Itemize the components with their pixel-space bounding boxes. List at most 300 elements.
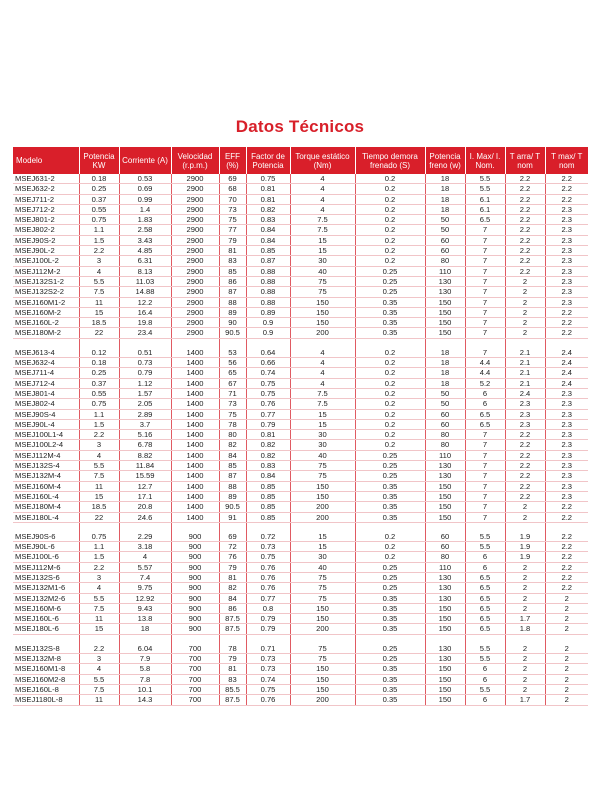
value-cell: 75 bbox=[219, 215, 246, 225]
value-cell: 69 bbox=[219, 532, 246, 542]
value-cell: 40 bbox=[290, 266, 355, 276]
value-cell: 7 bbox=[465, 512, 505, 522]
separator-cell bbox=[425, 522, 465, 532]
value-cell: 2900 bbox=[171, 256, 219, 266]
value-cell: 2.3 bbox=[545, 471, 588, 481]
model-cell: MSEJ160M1-2 bbox=[13, 297, 79, 307]
value-cell: 2.2 bbox=[505, 256, 545, 266]
value-cell: 2 bbox=[505, 562, 545, 572]
value-cell: 1.9 bbox=[505, 542, 545, 552]
value-cell: 0.35 bbox=[355, 684, 425, 694]
model-cell: MSEJ100L-6 bbox=[13, 552, 79, 562]
value-cell: 0.9 bbox=[246, 318, 290, 328]
value-cell: 4.85 bbox=[119, 246, 171, 256]
value-cell: 150 bbox=[425, 695, 465, 705]
value-cell: 700 bbox=[171, 674, 219, 684]
value-cell: 0.74 bbox=[246, 674, 290, 684]
separator-cell bbox=[246, 522, 290, 532]
value-cell: 0.85 bbox=[246, 491, 290, 501]
table-row bbox=[13, 624, 588, 634]
value-cell: 0.25 bbox=[355, 450, 425, 460]
value-cell: 85 bbox=[219, 266, 246, 276]
model-cell: MSEJ712-2 bbox=[13, 204, 79, 214]
column-header: Corriente (A) bbox=[119, 147, 171, 174]
value-cell: 0.72 bbox=[246, 532, 290, 542]
model-cell: MSEJ631-2 bbox=[13, 174, 79, 184]
value-cell: 0.66 bbox=[246, 358, 290, 368]
separator-cell bbox=[79, 522, 119, 532]
value-cell: 150 bbox=[425, 481, 465, 491]
value-cell: 2.3 bbox=[545, 256, 588, 266]
value-cell: 3 bbox=[79, 256, 119, 266]
value-cell: 0.35 bbox=[355, 624, 425, 634]
table-row bbox=[13, 502, 588, 512]
value-cell: 1400 bbox=[171, 481, 219, 491]
value-cell: 78 bbox=[219, 644, 246, 654]
value-cell: 18 bbox=[425, 194, 465, 204]
value-cell: 67 bbox=[219, 378, 246, 388]
value-cell: 1400 bbox=[171, 348, 219, 358]
value-cell: 83 bbox=[219, 256, 246, 266]
value-cell: 2.3 bbox=[545, 276, 588, 286]
value-cell: 14.3 bbox=[119, 695, 171, 705]
value-cell: 88 bbox=[219, 297, 246, 307]
value-cell: 5.5 bbox=[79, 461, 119, 471]
model-cell: MSEJ132S-8 bbox=[13, 644, 79, 654]
value-cell: 2.2 bbox=[505, 430, 545, 440]
separator-cell bbox=[355, 634, 425, 644]
value-cell: 0.79 bbox=[119, 368, 171, 378]
value-cell: 2.3 bbox=[505, 409, 545, 419]
value-cell: 0.73 bbox=[246, 664, 290, 674]
value-cell: 0.88 bbox=[246, 266, 290, 276]
value-cell: 7 bbox=[465, 256, 505, 266]
value-cell: 150 bbox=[290, 674, 355, 684]
value-cell: 0.25 bbox=[355, 654, 425, 664]
value-cell: 2 bbox=[505, 318, 545, 328]
value-cell: 71 bbox=[219, 388, 246, 398]
value-cell: 0.25 bbox=[355, 266, 425, 276]
value-cell: 2.4 bbox=[545, 358, 588, 368]
value-cell: 2.1 bbox=[505, 368, 545, 378]
value-cell: 2.2 bbox=[545, 552, 588, 562]
value-cell: 1400 bbox=[171, 399, 219, 409]
value-cell: 4 bbox=[79, 583, 119, 593]
value-cell: 79 bbox=[219, 654, 246, 664]
value-cell: 0.75 bbox=[246, 684, 290, 694]
value-cell: 2.4 bbox=[545, 368, 588, 378]
value-cell: 200 bbox=[290, 502, 355, 512]
separator-cell bbox=[79, 338, 119, 348]
value-cell: 3 bbox=[79, 440, 119, 450]
value-cell: 2.2 bbox=[505, 215, 545, 225]
value-cell: 90 bbox=[219, 318, 246, 328]
value-cell: 150 bbox=[425, 664, 465, 674]
value-cell: 2.29 bbox=[119, 532, 171, 542]
value-cell: 70 bbox=[219, 194, 246, 204]
separator-cell bbox=[425, 338, 465, 348]
value-cell: 60 bbox=[425, 409, 465, 419]
value-cell: 7 bbox=[465, 471, 505, 481]
value-cell: 0.25 bbox=[355, 644, 425, 654]
model-cell: MSEJ100L2-4 bbox=[13, 440, 79, 450]
value-cell: 2900 bbox=[171, 328, 219, 338]
value-cell: 2.3 bbox=[545, 215, 588, 225]
table-row bbox=[13, 674, 588, 684]
value-cell: 7.4 bbox=[119, 572, 171, 582]
value-cell: 110 bbox=[425, 266, 465, 276]
value-cell: 1400 bbox=[171, 378, 219, 388]
value-cell: 4 bbox=[79, 450, 119, 460]
value-cell: 0.2 bbox=[355, 348, 425, 358]
value-cell: 2900 bbox=[171, 174, 219, 184]
value-cell: 1400 bbox=[171, 491, 219, 501]
value-cell: 12.2 bbox=[119, 297, 171, 307]
value-cell: 0.83 bbox=[246, 461, 290, 471]
value-cell: 1.5 bbox=[79, 419, 119, 429]
value-cell: 4 bbox=[290, 174, 355, 184]
value-cell: 900 bbox=[171, 593, 219, 603]
value-cell: 4.4 bbox=[465, 368, 505, 378]
value-cell: 75 bbox=[290, 654, 355, 664]
separator-cell bbox=[13, 522, 79, 532]
value-cell: 15 bbox=[79, 307, 119, 317]
value-cell: 900 bbox=[171, 572, 219, 582]
value-cell: 2.3 bbox=[505, 419, 545, 429]
value-cell: 0.25 bbox=[355, 471, 425, 481]
value-cell: 2.2 bbox=[545, 542, 588, 552]
value-cell: 13.8 bbox=[119, 614, 171, 624]
value-cell: 2.2 bbox=[545, 194, 588, 204]
value-cell: 90.5 bbox=[219, 502, 246, 512]
value-cell: 87.5 bbox=[219, 614, 246, 624]
value-cell: 76 bbox=[219, 552, 246, 562]
value-cell: 1.7 bbox=[505, 695, 545, 705]
column-header: T arra/ T nom bbox=[505, 147, 545, 174]
value-cell: 0.2 bbox=[355, 358, 425, 368]
value-cell: 2.2 bbox=[505, 481, 545, 491]
model-cell: MSEJ160L-8 bbox=[13, 684, 79, 694]
value-cell: 2 bbox=[505, 644, 545, 654]
value-cell: 16.4 bbox=[119, 307, 171, 317]
model-cell: MSEJ160M2-8 bbox=[13, 674, 79, 684]
table-row bbox=[13, 246, 588, 256]
table-row bbox=[13, 419, 588, 429]
value-cell: 23.4 bbox=[119, 328, 171, 338]
value-cell: 0.76 bbox=[246, 562, 290, 572]
value-cell: 7 bbox=[465, 430, 505, 440]
value-cell: 17.1 bbox=[119, 491, 171, 501]
value-cell: 6.78 bbox=[119, 440, 171, 450]
value-cell: 0.2 bbox=[355, 256, 425, 266]
value-cell: 91 bbox=[219, 512, 246, 522]
value-cell: 22 bbox=[79, 328, 119, 338]
value-cell: 5.16 bbox=[119, 430, 171, 440]
value-cell: 75 bbox=[290, 287, 355, 297]
value-cell: 4 bbox=[290, 358, 355, 368]
value-cell: 0.2 bbox=[355, 532, 425, 542]
separator-cell bbox=[465, 522, 505, 532]
value-cell: 1400 bbox=[171, 358, 219, 368]
value-cell: 50 bbox=[425, 225, 465, 235]
value-cell: 2.3 bbox=[545, 399, 588, 409]
table-row bbox=[13, 368, 588, 378]
value-cell: 2 bbox=[545, 603, 588, 613]
value-cell: 2.2 bbox=[545, 328, 588, 338]
value-cell: 1400 bbox=[171, 471, 219, 481]
model-cell: MSEJ632-2 bbox=[13, 184, 79, 194]
value-cell: 2.3 bbox=[545, 419, 588, 429]
value-cell: 0.2 bbox=[355, 430, 425, 440]
value-cell: 0.53 bbox=[119, 174, 171, 184]
value-cell: 2 bbox=[545, 664, 588, 674]
value-cell: 6.5 bbox=[465, 583, 505, 593]
value-cell: 75 bbox=[290, 583, 355, 593]
value-cell: 700 bbox=[171, 644, 219, 654]
value-cell: 5.5 bbox=[465, 184, 505, 194]
value-cell: 5.5 bbox=[465, 174, 505, 184]
value-cell: 6.1 bbox=[465, 194, 505, 204]
value-cell: 6.5 bbox=[465, 572, 505, 582]
value-cell: 6 bbox=[465, 695, 505, 705]
value-cell: 150 bbox=[425, 307, 465, 317]
model-cell: MSEJ180M-2 bbox=[13, 328, 79, 338]
separator-cell bbox=[219, 338, 246, 348]
value-cell: 900 bbox=[171, 542, 219, 552]
value-cell: 2 bbox=[505, 276, 545, 286]
value-cell: 2.2 bbox=[545, 184, 588, 194]
model-cell: MSEJ112M-6 bbox=[13, 562, 79, 572]
value-cell: 6.5 bbox=[465, 593, 505, 603]
column-header: I. Max/ I. Nom. bbox=[465, 147, 505, 174]
separator-cell bbox=[119, 522, 171, 532]
value-cell: 150 bbox=[425, 328, 465, 338]
value-cell: 7 bbox=[465, 225, 505, 235]
model-cell: MSEJ613-4 bbox=[13, 348, 79, 358]
page-title: Datos Técnicos bbox=[235, 117, 365, 136]
value-cell: 0.25 bbox=[79, 368, 119, 378]
value-cell: 0.35 bbox=[355, 307, 425, 317]
separator-cell bbox=[246, 338, 290, 348]
value-cell: 3.7 bbox=[119, 419, 171, 429]
value-cell: 0.37 bbox=[79, 378, 119, 388]
value-cell: 18 bbox=[425, 204, 465, 214]
value-cell: 150 bbox=[425, 624, 465, 634]
value-cell: 2.3 bbox=[545, 430, 588, 440]
value-cell: 0.83 bbox=[246, 215, 290, 225]
value-cell: 15 bbox=[290, 532, 355, 542]
table-row bbox=[13, 348, 588, 358]
value-cell: 150 bbox=[425, 502, 465, 512]
value-cell: 7 bbox=[465, 502, 505, 512]
value-cell: 1.57 bbox=[119, 388, 171, 398]
value-cell: 110 bbox=[425, 450, 465, 460]
value-cell: 80 bbox=[425, 552, 465, 562]
value-cell: 0.71 bbox=[246, 644, 290, 654]
table-row bbox=[13, 614, 588, 624]
value-cell: 24.6 bbox=[119, 512, 171, 522]
value-cell: 0.25 bbox=[355, 287, 425, 297]
value-cell: 2.3 bbox=[545, 491, 588, 501]
table-row bbox=[13, 684, 588, 694]
value-cell: 3.43 bbox=[119, 235, 171, 245]
value-cell: 79 bbox=[219, 235, 246, 245]
value-cell: 2 bbox=[505, 593, 545, 603]
separator-cell bbox=[171, 522, 219, 532]
value-cell: 19.8 bbox=[119, 318, 171, 328]
value-cell: 75 bbox=[290, 461, 355, 471]
value-cell: 1.83 bbox=[119, 215, 171, 225]
value-cell: 9.43 bbox=[119, 603, 171, 613]
model-cell: MSEJ160M-2 bbox=[13, 307, 79, 317]
value-cell: 2 bbox=[505, 674, 545, 684]
value-cell: 2.3 bbox=[545, 450, 588, 460]
value-cell: 6 bbox=[465, 674, 505, 684]
column-header: Potencia freno (w) bbox=[425, 147, 465, 174]
table-row bbox=[13, 654, 588, 664]
value-cell: 75 bbox=[290, 276, 355, 286]
separator-cell bbox=[425, 634, 465, 644]
value-cell: 22 bbox=[79, 512, 119, 522]
value-cell: 4 bbox=[290, 204, 355, 214]
table-row bbox=[13, 471, 588, 481]
value-cell: 53 bbox=[219, 348, 246, 358]
value-cell: 60 bbox=[425, 235, 465, 245]
value-cell: 0.99 bbox=[119, 194, 171, 204]
value-cell: 6.5 bbox=[465, 409, 505, 419]
table-row bbox=[13, 583, 588, 593]
separator-cell bbox=[290, 522, 355, 532]
value-cell: 6 bbox=[465, 664, 505, 674]
value-cell: 5.5 bbox=[79, 593, 119, 603]
model-cell: MSEJ90S-6 bbox=[13, 532, 79, 542]
value-cell: 2900 bbox=[171, 194, 219, 204]
value-cell: 150 bbox=[425, 491, 465, 501]
value-cell: 2.2 bbox=[545, 512, 588, 522]
value-cell: 2.3 bbox=[545, 388, 588, 398]
value-cell: 6.5 bbox=[465, 624, 505, 634]
value-cell: 200 bbox=[290, 328, 355, 338]
value-cell: 0.37 bbox=[79, 194, 119, 204]
value-cell: 1400 bbox=[171, 450, 219, 460]
value-cell: 83 bbox=[219, 674, 246, 684]
value-cell: 2.3 bbox=[545, 297, 588, 307]
model-cell: MSEJ160L-4 bbox=[13, 491, 79, 501]
model-cell: MSEJ132S1-2 bbox=[13, 276, 79, 286]
value-cell: 0.85 bbox=[246, 246, 290, 256]
value-cell: 15 bbox=[290, 235, 355, 245]
value-cell: 2.2 bbox=[79, 644, 119, 654]
table-row bbox=[13, 664, 588, 674]
value-cell: 1.12 bbox=[119, 378, 171, 388]
value-cell: 0.12 bbox=[79, 348, 119, 358]
value-cell: 2 bbox=[545, 684, 588, 694]
value-cell: 2900 bbox=[171, 318, 219, 328]
value-cell: 7 bbox=[465, 491, 505, 501]
value-cell: 0.73 bbox=[246, 654, 290, 664]
value-cell: 7 bbox=[465, 297, 505, 307]
column-header: Modelo bbox=[13, 147, 79, 174]
table-row bbox=[13, 481, 588, 491]
value-cell: 14.88 bbox=[119, 287, 171, 297]
value-cell: 2 bbox=[505, 684, 545, 694]
table-row bbox=[13, 532, 588, 542]
value-cell: 0.75 bbox=[246, 552, 290, 562]
value-cell: 18 bbox=[425, 174, 465, 184]
table-row bbox=[13, 450, 588, 460]
model-cell: MSEJ132S2-2 bbox=[13, 287, 79, 297]
value-cell: 900 bbox=[171, 624, 219, 634]
value-cell: 82 bbox=[219, 440, 246, 450]
value-cell: 150 bbox=[425, 603, 465, 613]
table-row bbox=[13, 174, 588, 184]
value-cell: 89 bbox=[219, 307, 246, 317]
value-cell: 87.5 bbox=[219, 624, 246, 634]
value-cell: 2.1 bbox=[505, 348, 545, 358]
table-row bbox=[13, 225, 588, 235]
value-cell: 200 bbox=[290, 624, 355, 634]
model-cell: MSEJ112M-2 bbox=[13, 266, 79, 276]
value-cell: 0.76 bbox=[246, 583, 290, 593]
table-row bbox=[13, 552, 588, 562]
value-cell: 2.2 bbox=[545, 583, 588, 593]
value-cell: 3.18 bbox=[119, 542, 171, 552]
separator-cell bbox=[505, 522, 545, 532]
value-cell: 0.2 bbox=[355, 235, 425, 245]
value-cell: 2.3 bbox=[545, 461, 588, 471]
technical-data-table bbox=[13, 147, 588, 706]
value-cell: 6.5 bbox=[465, 419, 505, 429]
value-cell: 4 bbox=[79, 664, 119, 674]
table-header-row bbox=[13, 147, 588, 174]
value-cell: 1400 bbox=[171, 419, 219, 429]
value-cell: 0.81 bbox=[246, 184, 290, 194]
value-cell: 68 bbox=[219, 184, 246, 194]
column-header: Torque estático (Nm) bbox=[290, 147, 355, 174]
value-cell: 150 bbox=[290, 307, 355, 317]
table-row bbox=[13, 204, 588, 214]
value-cell: 0.18 bbox=[79, 358, 119, 368]
value-cell: 150 bbox=[290, 318, 355, 328]
value-cell: 6.1 bbox=[465, 204, 505, 214]
value-cell: 0.76 bbox=[246, 399, 290, 409]
value-cell: 15 bbox=[290, 409, 355, 419]
value-cell: 7.8 bbox=[119, 674, 171, 684]
value-cell: 0.35 bbox=[355, 481, 425, 491]
value-cell: 1400 bbox=[171, 440, 219, 450]
model-cell: MSEJ132M2-6 bbox=[13, 593, 79, 603]
value-cell: 7 bbox=[465, 246, 505, 256]
value-cell: 0.81 bbox=[246, 430, 290, 440]
table-row bbox=[13, 215, 588, 225]
value-cell: 11 bbox=[79, 481, 119, 491]
value-cell: 1400 bbox=[171, 461, 219, 471]
value-cell: 2 bbox=[505, 287, 545, 297]
value-cell: 11 bbox=[79, 297, 119, 307]
value-cell: 0.2 bbox=[355, 419, 425, 429]
value-cell: 1400 bbox=[171, 388, 219, 398]
value-cell: 130 bbox=[425, 654, 465, 664]
value-cell: 900 bbox=[171, 603, 219, 613]
separator-cell bbox=[79, 634, 119, 644]
value-cell: 0.79 bbox=[246, 419, 290, 429]
value-cell: 2.2 bbox=[505, 225, 545, 235]
value-cell: 82 bbox=[219, 583, 246, 593]
value-cell: 2.3 bbox=[545, 235, 588, 245]
value-cell: 0.77 bbox=[246, 593, 290, 603]
value-cell: 2.2 bbox=[505, 204, 545, 214]
model-cell: MSEJ100L1-4 bbox=[13, 430, 79, 440]
